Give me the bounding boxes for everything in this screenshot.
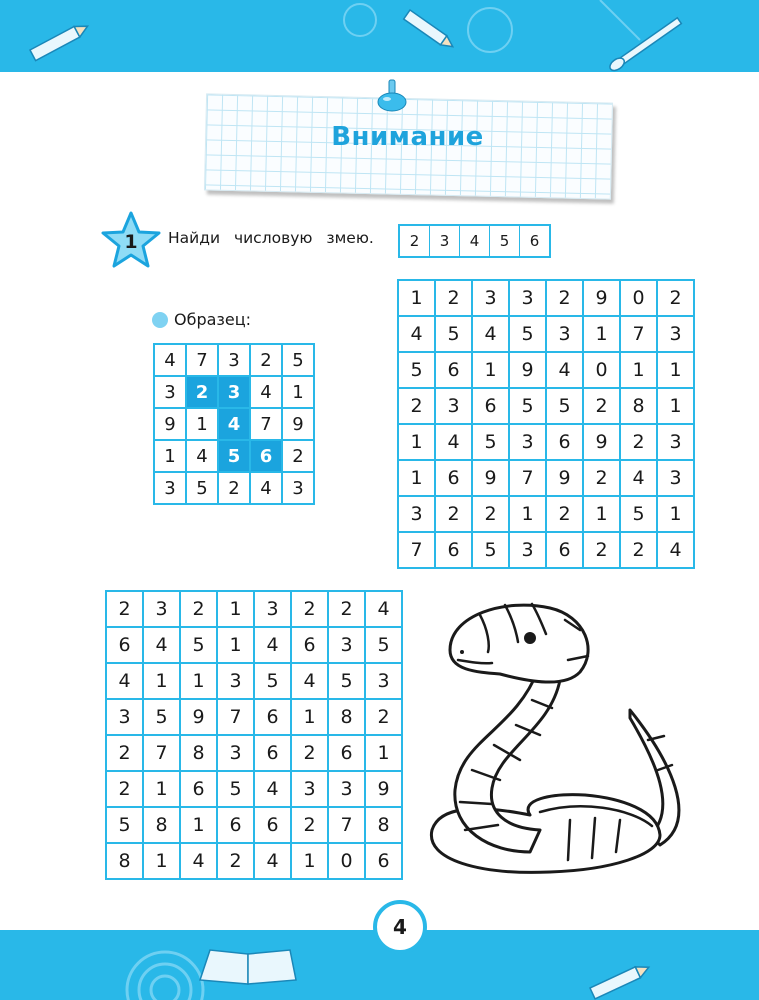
grid-row	[106, 771, 402, 807]
grid-cell: 5	[217, 771, 254, 807]
grid-cell: 1	[291, 843, 328, 879]
grid-cell: 5	[254, 663, 291, 699]
grid-cell: 5	[398, 352, 435, 388]
grid-cell: 1	[657, 388, 694, 424]
grid-cell: 7	[328, 807, 365, 843]
grid-cell: 2	[398, 388, 435, 424]
grid-row	[154, 408, 314, 440]
grid-cell: 1	[398, 460, 435, 496]
sequence-cell: 5	[490, 226, 520, 256]
grid-cell: 9	[472, 460, 509, 496]
grid-cell: 6	[254, 807, 291, 843]
grid-row	[398, 424, 694, 460]
grid-cell: 3	[217, 663, 254, 699]
grid-cell: 3	[106, 699, 143, 735]
grid-cell: 4	[186, 440, 218, 472]
grid-row	[106, 843, 402, 879]
grid-cell: 8	[180, 735, 217, 771]
sample-grid	[153, 343, 315, 505]
sequence-cell: 3	[430, 226, 460, 256]
grid-cell: 1	[282, 376, 314, 408]
grid-cell: 9	[180, 699, 217, 735]
puzzle-grid-bottom	[105, 590, 403, 880]
page-title: Внимание	[331, 122, 484, 152]
grid-cell: 9	[546, 460, 583, 496]
grid-cell: 6	[254, 699, 291, 735]
grid-row	[154, 376, 314, 408]
grid-cell: 3	[143, 591, 180, 627]
grid-cell: 2	[106, 735, 143, 771]
grid-row	[106, 663, 402, 699]
grid-cell: 4	[106, 663, 143, 699]
grid-row	[106, 735, 402, 771]
grid-cell: 7	[509, 460, 546, 496]
grid-cell: 7	[250, 408, 282, 440]
grid-cell: 3	[154, 472, 186, 504]
grid-cell: 5	[472, 424, 509, 460]
grid-row	[398, 280, 694, 316]
grid-cell: 6	[435, 352, 472, 388]
grid-cell: 9	[365, 771, 402, 807]
grid-cell: 4	[143, 627, 180, 663]
grid-cell: 2	[106, 591, 143, 627]
grid-cell: 2	[546, 496, 583, 532]
grid-cell: 4	[620, 460, 657, 496]
grid-cell: 8	[143, 807, 180, 843]
top-banner	[0, 0, 759, 72]
grid-cell: 2	[620, 424, 657, 460]
grid-cell: 3	[328, 627, 365, 663]
grid-cell: 0	[620, 280, 657, 316]
grid-cell: 5	[143, 699, 180, 735]
grid-cell: 6	[435, 532, 472, 568]
grid-cell: 9	[583, 424, 620, 460]
brush-icon	[608, 17, 683, 72]
page-number: 4	[373, 900, 427, 954]
grid-cell: 3	[657, 460, 694, 496]
grid-cell: 3	[365, 663, 402, 699]
bullet-dot-icon	[152, 312, 168, 328]
grid-row	[106, 699, 402, 735]
grid-cell: 4	[250, 376, 282, 408]
grid-cell: 6	[291, 627, 328, 663]
grid-cell: 4	[657, 532, 694, 568]
sample-label	[152, 310, 251, 329]
grid-cell: 2	[435, 496, 472, 532]
grid-cell: 2	[583, 460, 620, 496]
grid-cell: 6	[435, 460, 472, 496]
grid-cell: 5	[509, 388, 546, 424]
grid-row	[398, 316, 694, 352]
grid-cell: 5	[328, 663, 365, 699]
grid-cell: 5	[435, 316, 472, 352]
grid-cell: 3	[282, 472, 314, 504]
grid-row	[154, 440, 314, 472]
task-number-star-icon	[100, 210, 162, 272]
grid-cell: 6	[472, 388, 509, 424]
grid-cell: 6	[106, 627, 143, 663]
grid-cell: 3	[509, 280, 546, 316]
grid-cell: 1	[657, 352, 694, 388]
grid-cell: 2	[435, 280, 472, 316]
sequence-cell: 4	[460, 226, 490, 256]
grid-cell: 5	[509, 316, 546, 352]
grid-cell: 3	[218, 344, 250, 376]
grid-cell: 5	[472, 532, 509, 568]
grid-cell: 7	[143, 735, 180, 771]
grid-cell: 3	[657, 424, 694, 460]
grid-cell: 1	[154, 440, 186, 472]
grid-cell: 1	[217, 591, 254, 627]
grid-cell: 3	[546, 316, 583, 352]
grid-cell: 4	[154, 344, 186, 376]
grid-cell: 1	[291, 699, 328, 735]
grid-cell: 4	[546, 352, 583, 388]
grid-cell: 4	[218, 408, 250, 440]
grid-cell: 2	[546, 280, 583, 316]
grid-cell: 2	[472, 496, 509, 532]
grid-cell: 1	[180, 807, 217, 843]
grid-cell: 8	[328, 699, 365, 735]
snake-illustration	[420, 590, 690, 880]
grid-cell: 3	[218, 376, 250, 408]
grid-cell: 6	[254, 735, 291, 771]
grid-cell: 8	[620, 388, 657, 424]
grid-cell: 2	[291, 807, 328, 843]
grid-row	[398, 532, 694, 568]
grid-cell: 2	[180, 591, 217, 627]
grid-cell: 1	[583, 316, 620, 352]
grid-cell: 1	[583, 496, 620, 532]
grid-cell: 1	[217, 627, 254, 663]
grid-cell: 1	[180, 663, 217, 699]
top-banner-decorations	[0, 0, 759, 72]
grid-cell: 9	[282, 408, 314, 440]
grid-cell: 8	[106, 843, 143, 879]
grid-cell: 4	[291, 663, 328, 699]
puzzle-grid-top	[397, 279, 695, 569]
grid-cell: 8	[365, 807, 402, 843]
grid-cell: 1	[657, 496, 694, 532]
grid-cell: 2	[365, 699, 402, 735]
sample-label-text: Образец:	[174, 310, 252, 329]
task-number: 1	[124, 231, 138, 253]
grid-cell: 2	[217, 843, 254, 879]
grid-cell: 6	[180, 771, 217, 807]
grid-cell: 2	[291, 735, 328, 771]
grid-cell: 4	[254, 843, 291, 879]
grid-cell: 2	[282, 440, 314, 472]
pencil-icon	[404, 10, 456, 51]
grid-cell: 6	[328, 735, 365, 771]
grid-cell: 3	[154, 376, 186, 408]
grid-cell: 1	[143, 663, 180, 699]
grid-cell: 2	[657, 280, 694, 316]
grid-cell: 9	[154, 408, 186, 440]
grid-row	[106, 591, 402, 627]
grid-cell: 6	[546, 532, 583, 568]
grid-cell: 7	[398, 532, 435, 568]
grid-cell: 4	[435, 424, 472, 460]
grid-cell: 6	[250, 440, 282, 472]
grid-cell: 3	[657, 316, 694, 352]
grid-cell: 2	[328, 591, 365, 627]
grid-cell: 4	[365, 591, 402, 627]
task-instruction: Найди числовую змею.	[168, 229, 374, 247]
grid-cell: 3	[217, 735, 254, 771]
grid-cell: 7	[186, 344, 218, 376]
grid-cell: 3	[291, 771, 328, 807]
grid-cell: 2	[218, 472, 250, 504]
grid-row	[398, 496, 694, 532]
target-sequence	[398, 224, 551, 258]
grid-cell: 3	[398, 496, 435, 532]
grid-cell: 1	[365, 735, 402, 771]
grid-cell: 3	[472, 280, 509, 316]
grid-cell: 1	[509, 496, 546, 532]
grid-cell: 1	[398, 424, 435, 460]
grid-cell: 7	[217, 699, 254, 735]
grid-cell: 5	[546, 388, 583, 424]
grid-row	[398, 460, 694, 496]
grid-cell: 2	[106, 771, 143, 807]
sequence-cell: 2	[400, 226, 430, 256]
grid-cell: 3	[509, 532, 546, 568]
grid-cell: 5	[186, 472, 218, 504]
grid-cell: 0	[583, 352, 620, 388]
grid-cell: 5	[180, 627, 217, 663]
grid-cell: 5	[365, 627, 402, 663]
grid-cell: 4	[254, 627, 291, 663]
grid-cell: 2	[583, 388, 620, 424]
grid-cell: 0	[328, 843, 365, 879]
grid-cell: 3	[435, 388, 472, 424]
sequence-cell: 6	[529, 232, 540, 250]
grid-cell: 4	[250, 472, 282, 504]
grid-cell: 3	[328, 771, 365, 807]
grid-cell: 5	[282, 344, 314, 376]
pencil-icon	[590, 962, 651, 999]
snake-eye-icon	[524, 632, 536, 644]
grid-cell: 7	[620, 316, 657, 352]
grid-cell: 2	[620, 532, 657, 568]
grid-cell: 2	[250, 344, 282, 376]
grid-cell: 9	[509, 352, 546, 388]
grid-cell: 3	[254, 591, 291, 627]
grid-cell: 1	[143, 771, 180, 807]
push-pin-icon	[372, 78, 412, 114]
grid-cell: 1	[186, 408, 218, 440]
book-icon	[200, 950, 296, 984]
grid-cell: 9	[583, 280, 620, 316]
grid-cell: 5	[106, 807, 143, 843]
grid-cell: 6	[217, 807, 254, 843]
grid-cell: 3	[509, 424, 546, 460]
grid-row	[154, 472, 314, 504]
grid-row	[154, 344, 314, 376]
grid-cell: 5	[218, 440, 250, 472]
grid-cell: 1	[398, 280, 435, 316]
grid-cell: 5	[620, 496, 657, 532]
grid-cell: 2	[291, 591, 328, 627]
grid-row	[398, 352, 694, 388]
grid-cell: 1	[472, 352, 509, 388]
grid-cell: 1	[143, 843, 180, 879]
grid-cell: 1	[620, 352, 657, 388]
grid-row	[106, 627, 402, 663]
grid-cell: 6	[365, 843, 402, 879]
grid-cell: 4	[180, 843, 217, 879]
grid-cell: 2	[186, 376, 218, 408]
grid-row	[106, 807, 402, 843]
grid-cell: 6	[546, 424, 583, 460]
pencil-icon	[30, 21, 90, 61]
grid-cell: 2	[583, 532, 620, 568]
grid-row	[398, 388, 694, 424]
grid-cell: 4	[254, 771, 291, 807]
grid-cell: 4	[472, 316, 509, 352]
grid-cell: 4	[398, 316, 435, 352]
